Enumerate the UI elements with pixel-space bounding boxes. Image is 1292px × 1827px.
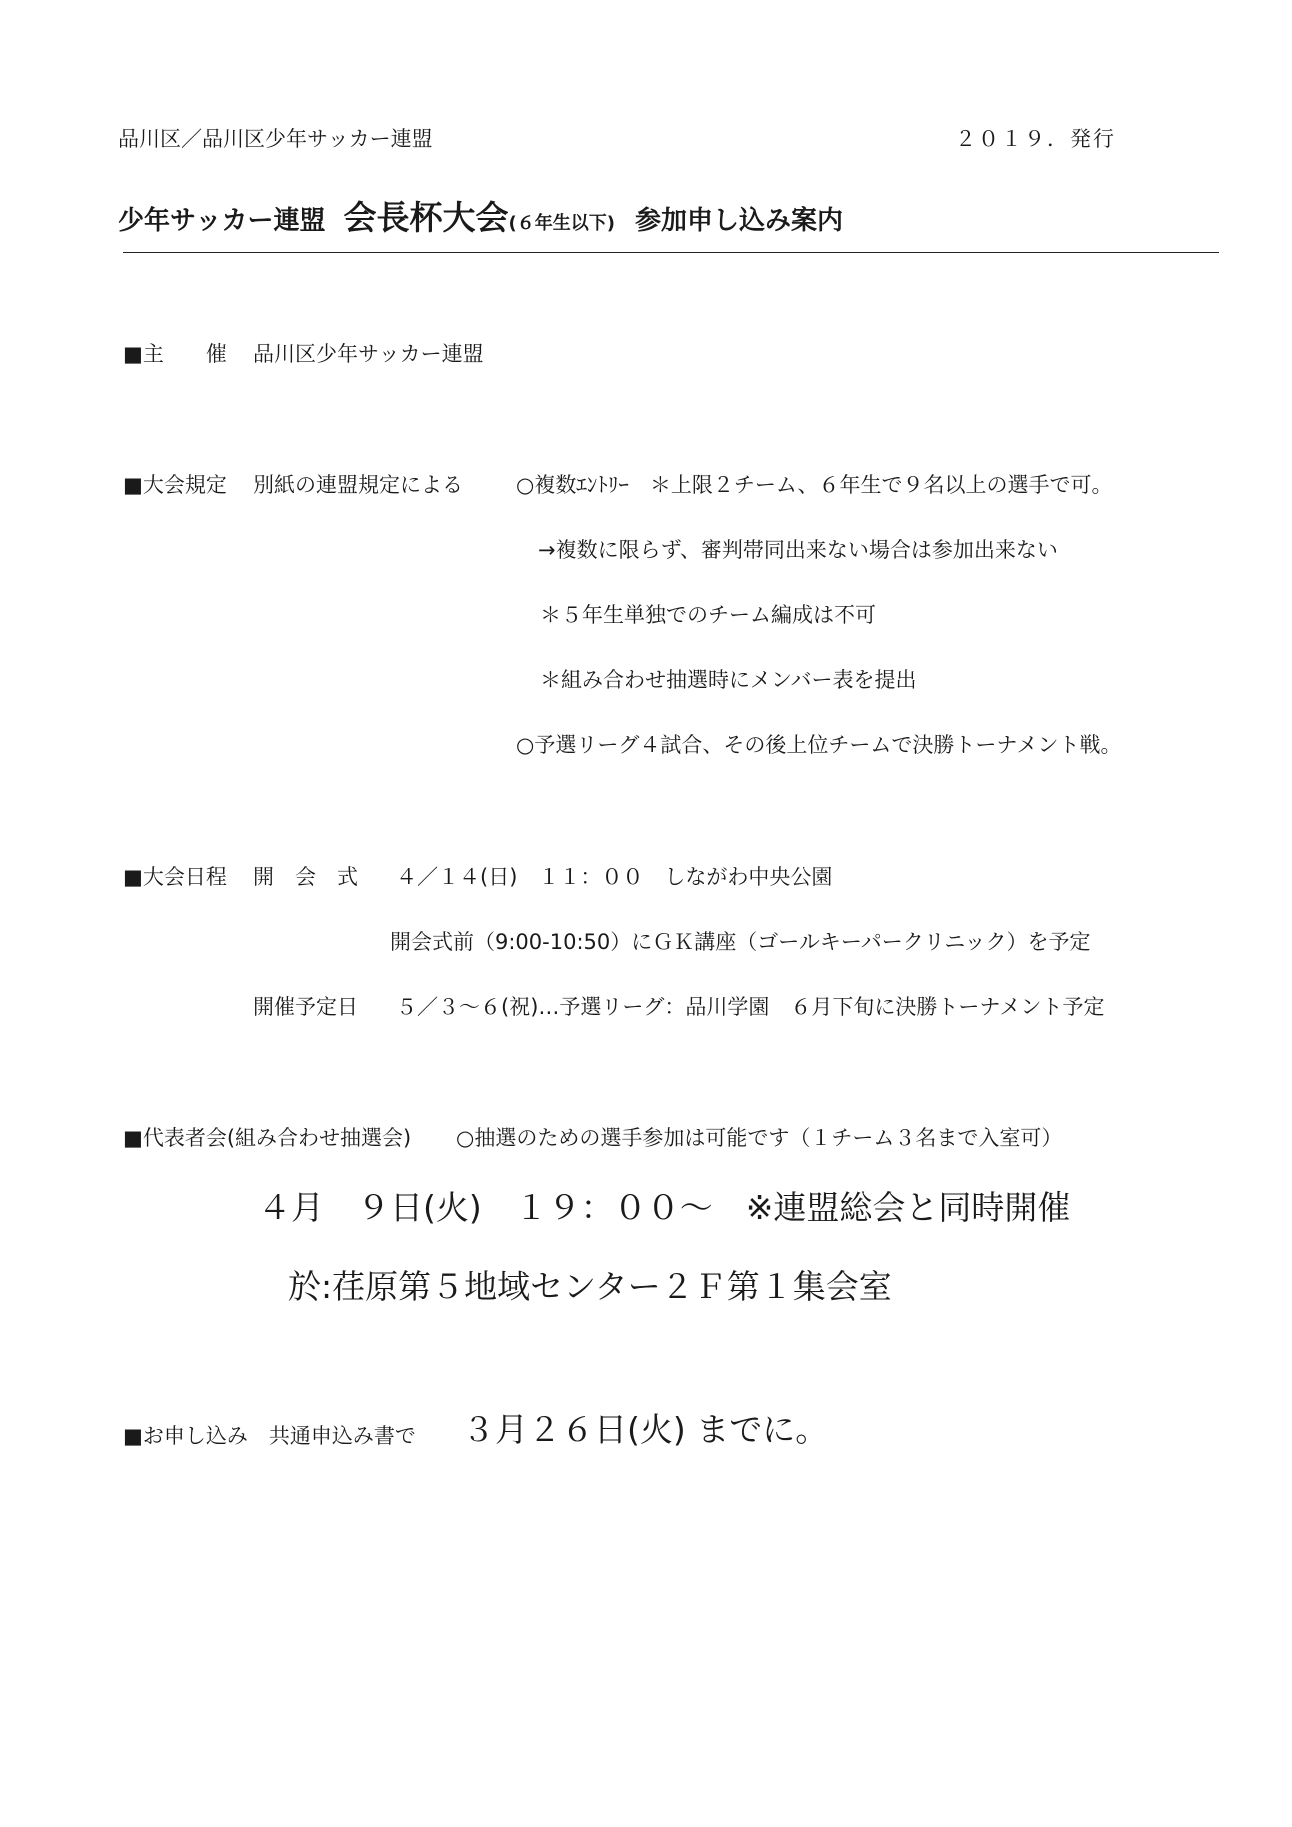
title-part-3: (６年生以下) <box>508 213 615 234</box>
rules-intro: 別紙の連盟規定による <box>253 473 463 497</box>
schedule-label: ■大会日程 <box>123 865 227 889</box>
rules-line-3: ＊５年生単独でのチーム編成は不可 <box>540 603 876 627</box>
representatives-note: ○抽選のための選手参加は可能です（１チーム３名まで入室可） <box>456 1126 1063 1150</box>
rules-line-5: ○予選リーグ４試合、その後上位チームで決勝トーナメント戦。 <box>516 733 1122 757</box>
opening-label: 開 会 式 <box>253 865 358 889</box>
representatives-datetime: ４月 ９日(火) １９：００～ ※連盟総会と同時開催 <box>258 1188 1071 1227</box>
dates-value: ５／３～６(祝)…予選リーグ：品川学園 ６月下旬に決勝トーナメント予定 <box>396 995 1105 1019</box>
rules-line-4: ＊組み合わせ抽選時にメンバー表を提出 <box>540 668 917 692</box>
representatives-label: ■代表者会(組み合わせ抽選会) <box>123 1126 412 1150</box>
organizer-line: 品川区／品川区少年サッカー連盟 <box>118 127 433 151</box>
rules-label: ■大会規定 <box>123 473 227 497</box>
host-value: 品川区少年サッカー連盟 <box>253 342 484 366</box>
application-label: ■お申し込み 共通申込み書で <box>123 1424 416 1448</box>
rules-line-2: →複数に限らず、審判帯同出来ない場合は参加出来ない <box>538 538 1058 562</box>
title-part-1: 少年サッカー連盟 <box>118 206 326 236</box>
page-title <box>118 192 843 239</box>
representatives-venue: 於:荏原第５地域センター２Ｆ第１集会室 <box>288 1267 892 1306</box>
application-deadline: ３月２６日(火) までに。 <box>462 1410 829 1449</box>
title-part-4: 参加申し込み案内 <box>634 206 843 236</box>
rules-line-1: ○複数ｴﾝﾄﾘｰ ＊上限２チーム、６年生で９名以上の選手で可。 <box>516 473 1113 497</box>
gk-note: 開会式前（9:00-10:50）にＧＫ講座（ゴールキーパークリニック）を予定 <box>390 930 1091 954</box>
opening-value: ４／１４(日) １１：００ しながわ中央公園 <box>396 865 833 889</box>
host-label: ■主 催 <box>123 342 227 366</box>
title-divider <box>123 252 1219 253</box>
dates-label: 開催予定日 <box>253 995 358 1019</box>
issue-date: ２０１９．発行 <box>955 127 1116 151</box>
title-part-2: 会長杯大会 <box>343 198 509 237</box>
